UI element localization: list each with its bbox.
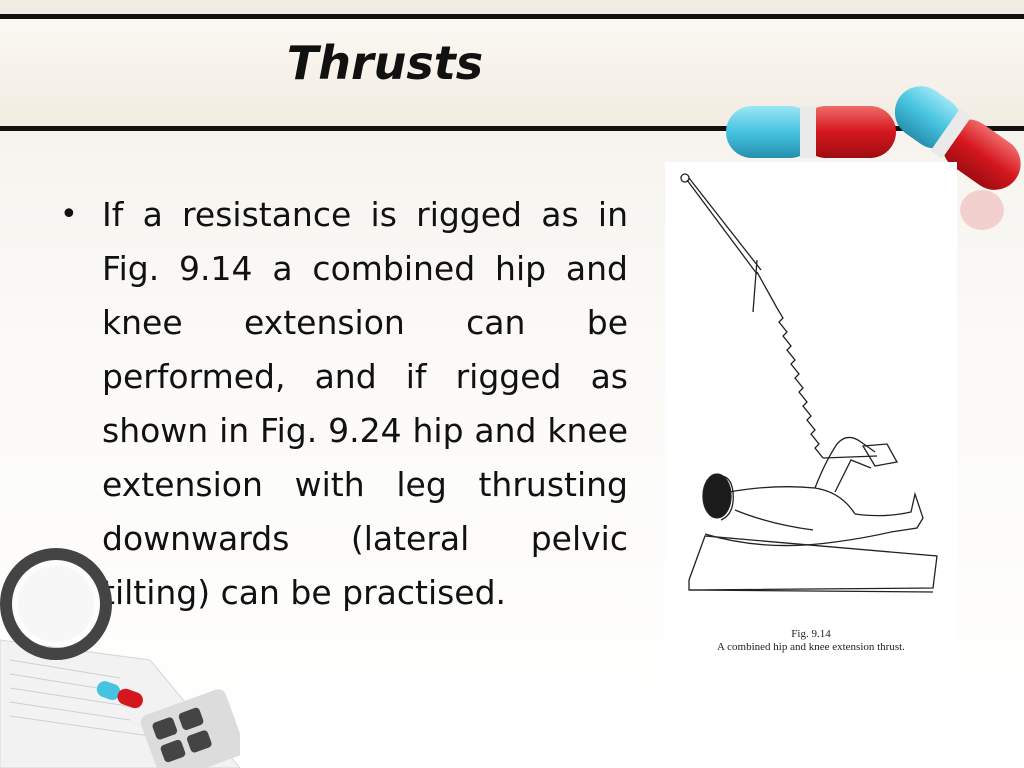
bullet-text: If a resistance is rigged as in Fig. 9.14 a combined hip and knee extension can be performed, and if rigged as shown in Fig. 9.24 hip and knee extension with leg thrusting downwards (lateral pelvic tilting) can be practised. [102,195,628,612]
top-rule [0,14,1024,19]
slide-title: Thrusts [286,36,484,90]
top-band [0,0,1024,14]
figure-panel [665,162,957,682]
figure-caption-text: A combined hip and knee extension thrust. [717,641,905,653]
medical-decoration [0,520,240,768]
figure-label: Fig. 9.14 [791,628,831,640]
figure-illustration [665,162,957,622]
bullet-marker: • [60,197,78,232]
stethoscope-icon [6,554,106,654]
figure-caption [665,628,957,654]
